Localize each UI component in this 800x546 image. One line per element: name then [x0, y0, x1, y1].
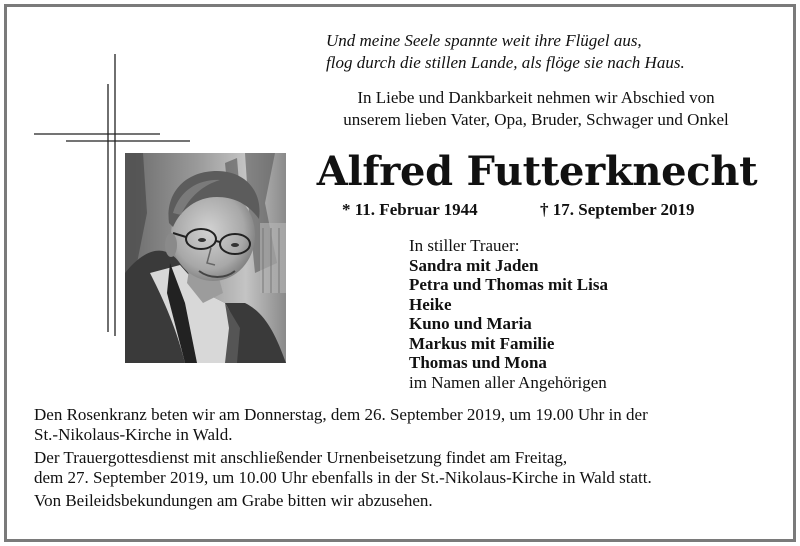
notice-line: Den Rosenkranz beten wir am Donnerstag, dem 26. September 2019, um 19.00 Uhr in der — [34, 405, 648, 424]
condolence-notice — [34, 491, 774, 511]
intro-line: unserem lieben Vater, Opa, Bruder, Schwager und Onkel — [343, 109, 729, 129]
mourner-name: Sandra mit Jaden — [409, 255, 539, 275]
mourner-name: Petra und Thomas mit Lisa — [409, 275, 608, 294]
poem-line: flog durch die stillen Lande, als flöge sie nach Haus. — [326, 53, 685, 72]
rosary-notice — [34, 405, 774, 444]
portrait-photo — [125, 153, 286, 363]
notices — [34, 405, 774, 515]
death-date: † 17. September 2019 — [540, 200, 695, 219]
notice-line: Von Beileidsbekundungen am Grabe bitten wir abzusehen. — [34, 491, 433, 510]
poem-line: Und meine Seele spannte weit ihre Flügel aus, — [326, 31, 642, 50]
mourners-heading: In stiller Trauer: — [409, 236, 520, 255]
notice-line: Der Trauergottesdienst mit anschließender Urnenbeisetzung findet am Freitag, — [34, 448, 568, 467]
intro-line: In Liebe und Dankbarkeit nehmen wir Abschied von — [357, 88, 715, 107]
mourner-name: Markus mit Familie — [409, 333, 555, 353]
deceased-name: Alfred Futterknecht — [316, 148, 758, 195]
service-notice — [34, 448, 774, 487]
mourner-name: Heike — [409, 294, 452, 314]
mourners-list — [409, 236, 739, 392]
intro-text — [300, 87, 772, 130]
birth-date: * 11. Februar 1944 — [342, 200, 478, 219]
mourner-name: Thomas und Mona — [409, 353, 547, 372]
poem — [326, 30, 756, 74]
mourners-closing: im Namen aller Angehörigen — [409, 372, 607, 392]
notice-line: dem 27. September 2019, um 10.00 Uhr ebenfalls in der St.-Nikolaus-Kirche in Wald statt. — [34, 467, 652, 487]
notice-line: St.-Nikolaus-Kirche in Wald. — [34, 424, 233, 444]
mourner-name: Kuno und Maria — [409, 314, 532, 333]
